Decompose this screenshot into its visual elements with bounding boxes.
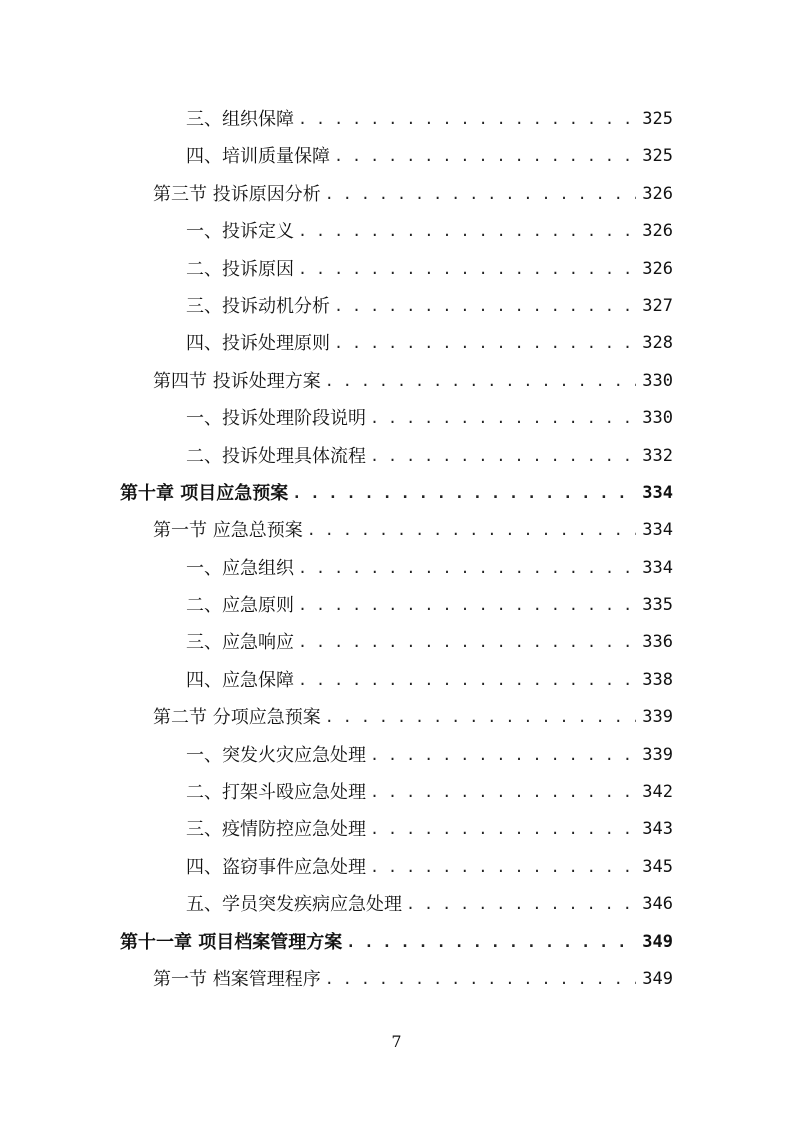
dot-leader	[346, 924, 636, 961]
toc-entry-title: 四、应急保障	[186, 669, 294, 691]
toc-entry-page-number: 339	[642, 744, 673, 765]
toc-entry-title: 二、投诉处理具体流程	[186, 445, 366, 467]
dot-leader	[334, 138, 636, 175]
dot-leader	[370, 849, 636, 886]
dot-leader	[298, 101, 636, 138]
toc-entry-title: 三、应急响应	[186, 632, 294, 654]
toc-entry-page-number: 349	[642, 931, 673, 952]
toc-entry-title: 四、投诉处理原则	[186, 333, 330, 355]
toc-entry-title: 三、投诉动机分析	[186, 295, 330, 317]
toc-entry-title: 二、打架斗殴应急处理	[186, 782, 366, 804]
toc-entry-item[interactable]	[0, 550, 793, 587]
dot-leader	[298, 550, 636, 587]
toc-entry-title: 一、投诉定义	[186, 221, 294, 243]
toc-entry-page-number: 334	[642, 557, 673, 578]
toc-entry-item[interactable]	[0, 213, 793, 250]
dot-leader	[334, 288, 636, 325]
toc-entry-item[interactable]	[0, 288, 793, 325]
dot-leader	[298, 213, 636, 250]
dot-leader	[298, 587, 636, 624]
toc-entry-title: 四、培训质量保障	[186, 146, 330, 168]
toc-entry-item[interactable]	[0, 886, 793, 923]
toc-entry-page-number: 326	[642, 258, 673, 279]
toc-entry-item[interactable]	[0, 662, 793, 699]
toc-entry-page-number: 326	[642, 221, 673, 242]
dot-leader	[325, 699, 637, 736]
toc-entry-title: 第十章 项目应急预案	[120, 482, 289, 504]
toc-entry-item[interactable]	[0, 624, 793, 661]
dot-leader	[334, 325, 636, 362]
toc-entry-title: 第二节 分项应急预案	[153, 707, 321, 729]
toc-entry-title: 四、盗窃事件应急处理	[186, 856, 366, 878]
page-number: 7	[391, 1032, 402, 1051]
dot-leader	[307, 512, 637, 549]
toc-entry-item[interactable]	[0, 849, 793, 886]
dot-leader	[406, 886, 636, 923]
toc-entry-title: 三、组织保障	[186, 109, 294, 130]
toc-entry-page-number: 327	[642, 295, 673, 316]
toc-entry-title: 一、突发火灾应急处理	[186, 744, 366, 766]
dot-leader	[298, 624, 636, 661]
toc-entry-item[interactable]	[0, 438, 793, 475]
dot-leader	[325, 363, 637, 400]
toc-entry-chapter[interactable]	[0, 475, 793, 512]
toc-entry-item[interactable]	[0, 251, 793, 288]
toc-entry-page-number: 325	[642, 146, 673, 167]
toc-entry-item[interactable]	[0, 101, 793, 138]
toc-entry-item[interactable]	[0, 811, 793, 848]
toc-entry-title: 二、投诉原因	[186, 258, 294, 280]
toc-entry-title: 第四节 投诉处理方案	[153, 370, 321, 392]
dot-leader	[370, 400, 636, 437]
dot-leader	[370, 737, 636, 774]
dot-leader	[298, 251, 636, 288]
toc-entry-title: 第十一章 项目档案管理方案	[120, 931, 343, 953]
toc-entry-title: 第一节 档案管理程序	[153, 968, 321, 990]
toc-entry-page-number: 330	[642, 370, 673, 391]
dot-leader	[370, 438, 636, 475]
toc-entry-title: 三、疫情防控应急处理	[186, 819, 366, 841]
toc-entry-item[interactable]	[0, 325, 793, 362]
dot-leader	[325, 961, 637, 998]
toc-entry-title: 一、应急组织	[186, 557, 294, 579]
dot-leader	[298, 662, 636, 699]
dot-leader	[370, 811, 636, 848]
toc-entry-section[interactable]	[0, 176, 793, 213]
toc-entry-item[interactable]	[0, 774, 793, 811]
table-of-contents	[0, 101, 793, 998]
toc-entry-section[interactable]	[0, 699, 793, 736]
dot-leader	[370, 774, 636, 811]
toc-entry-title: 一、投诉处理阶段说明	[186, 408, 366, 430]
toc-entry-page-number: 339	[642, 707, 673, 728]
toc-entry-page-number: 330	[642, 408, 673, 429]
toc-entry-page-number: 338	[642, 669, 673, 690]
toc-entry-page-number: 332	[642, 445, 673, 466]
toc-entry-section[interactable]	[0, 363, 793, 400]
toc-entry-page-number: 326	[642, 183, 673, 204]
dot-leader	[292, 475, 636, 512]
dot-leader	[325, 176, 637, 213]
toc-entry-title: 第三节 投诉原因分析	[153, 183, 321, 205]
toc-entry-item[interactable]	[0, 587, 793, 624]
toc-entry-page-number: 345	[642, 856, 673, 877]
toc-entry-page-number: 325	[642, 109, 673, 129]
toc-entry-title: 五、学员突发疾病应急处理	[186, 894, 402, 916]
toc-entry-page-number: 336	[642, 632, 673, 653]
toc-entry-item[interactable]	[0, 737, 793, 774]
toc-entry-section[interactable]	[0, 512, 793, 549]
toc-entry-page-number: 328	[642, 333, 673, 354]
toc-entry-title: 二、应急原则	[186, 595, 294, 617]
toc-entry-chapter[interactable]	[0, 924, 793, 961]
toc-entry-page-number: 334	[642, 520, 673, 541]
toc-entry-page-number: 343	[642, 819, 673, 840]
toc-entry-page-number: 349	[642, 968, 673, 989]
toc-entry-page-number: 334	[642, 482, 673, 503]
toc-entry-item[interactable]	[0, 138, 793, 175]
toc-entry-item[interactable]	[0, 400, 793, 437]
toc-entry-page-number: 346	[642, 894, 673, 915]
toc-entry-page-number: 342	[642, 782, 673, 803]
toc-entry-page-number: 335	[642, 595, 673, 616]
toc-entry-section[interactable]	[0, 961, 793, 998]
toc-entry-title: 第一节 应急总预案	[153, 520, 303, 542]
